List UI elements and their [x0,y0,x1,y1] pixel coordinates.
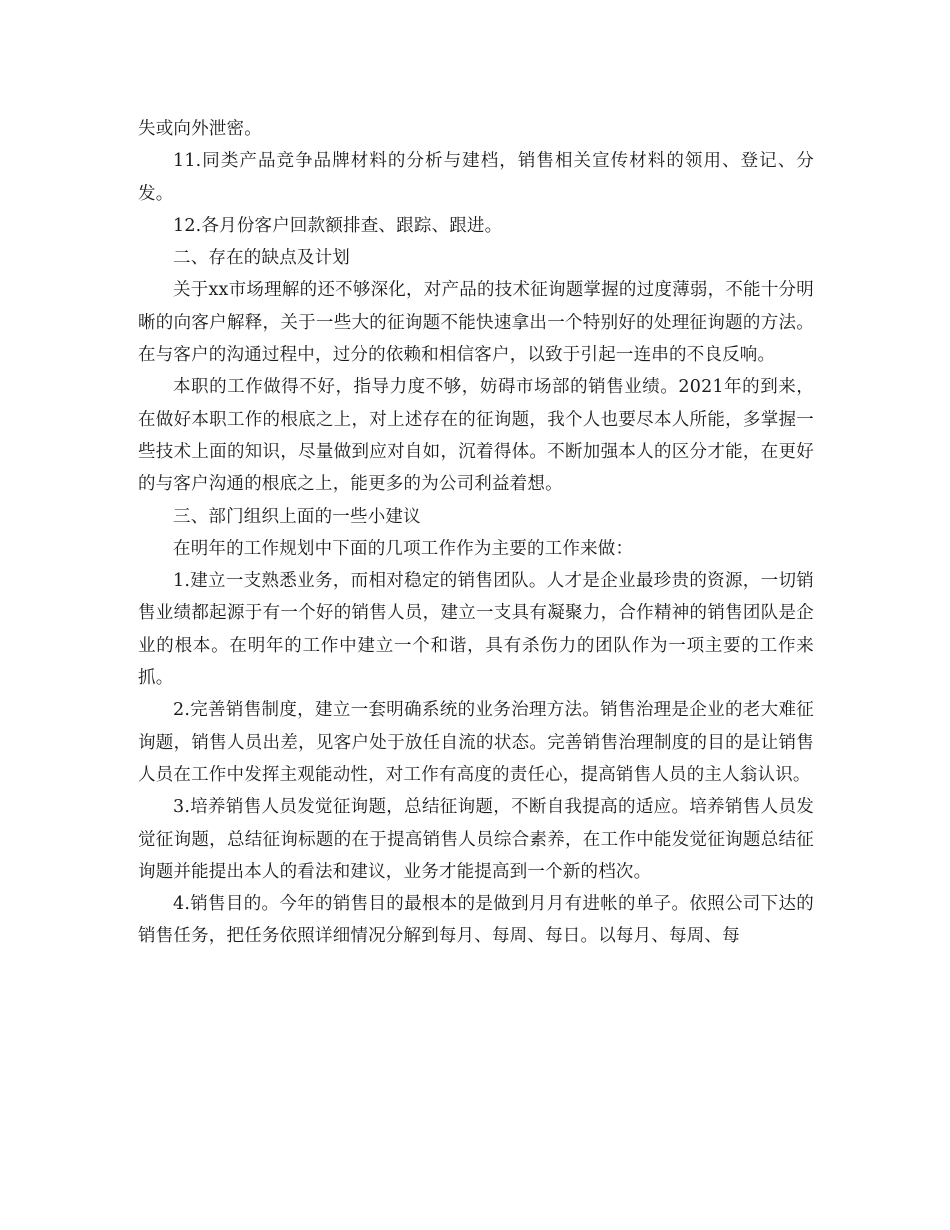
section-heading-shortcomings: 二、存在的缺点及计划 [173,248,350,269]
paragraph-item-11: 11.同类产品竞争品牌材料的分析与建档，销售相关宣传材料的领用、登记、分发。 [138,151,814,204]
paragraph-item-1: 1.建立一支熟悉业务，而相对稳定的销售团队。人才是企业最珍贵的资源，一切销售业绩都起源于有一个好的销售人员，建立一支具有凝聚力，合作精神的销售团队是企业的根本。在明年的工作中建立一个和谐，具有杀伤力的团队作为一项主要的工作来抓。 [138,571,814,689]
paragraph-job-performance: 本职的工作做得不好，指导力度不够，妨碍市场部的销售业绩。2021年的到来，在做好本职工作的根底之上，对上述存在的征询题，我个人也要尽本人所能，多掌握一些技术上面的知识，尽量做到应对自如，沉着得体。不断加强本人的区分才能，在更好的与客户沟通的根底之上，能更多的为公司利益着想。 [138,377,814,495]
paragraph-market-understanding: 关于xx市场理解的还不够深化，对产品的技术征询题掌握的过度薄弱，不能十分明晰的向客户解释，关于一些大的征询题不能快速拿出一个特别好的处理征询题的方法。在与客户的沟通过程中，过分的依赖和相信客户，以致于引起一连串的不良反响。 [138,280,814,366]
paragraph-next-year-plan: 在明年的工作规划中下面的几项工作作为主要的工作来做： [173,538,634,559]
paragraph-item-12: 12.各月份客户回款额排查、跟踪、跟进。 [173,215,503,236]
paragraph-item-4: 4.销售目的。今年的销售目的最根本的是做到月月有进帐的单子。依照公司下达的销售任务，把任务依照详细情况分解到每月、每周、每日。以每月、每周、每 [138,894,814,947]
paragraph-item-3: 3.培养销售人员发觉征询题，总结征询题，不断自我提高的适应。培养销售人员发觉征询题，总结征询标题的在于提高销售人员综合素养，在工作中能发觉征询题总结征询题并能提出本人的看法和建议，业务才能提高到一个新的档次。 [138,797,814,882]
document-body [138,113,814,953]
paragraph-item-2: 2.完善销售制度，建立一套明确系统的业务治理方法。销售治理是企业的老大难征询题，销售人员出差，见客户处于放任自流的状态。完善销售治理制度的目的是让销售人员在工作中发挥主观能动性，对工作有高度的责任心，提高销售人员的主人翁认识。 [138,700,814,785]
section-heading-suggestions: 三、部门组织上面的一些小建议 [173,506,421,527]
paragraph-continuation: 失或向外泄密。 [138,119,262,139]
